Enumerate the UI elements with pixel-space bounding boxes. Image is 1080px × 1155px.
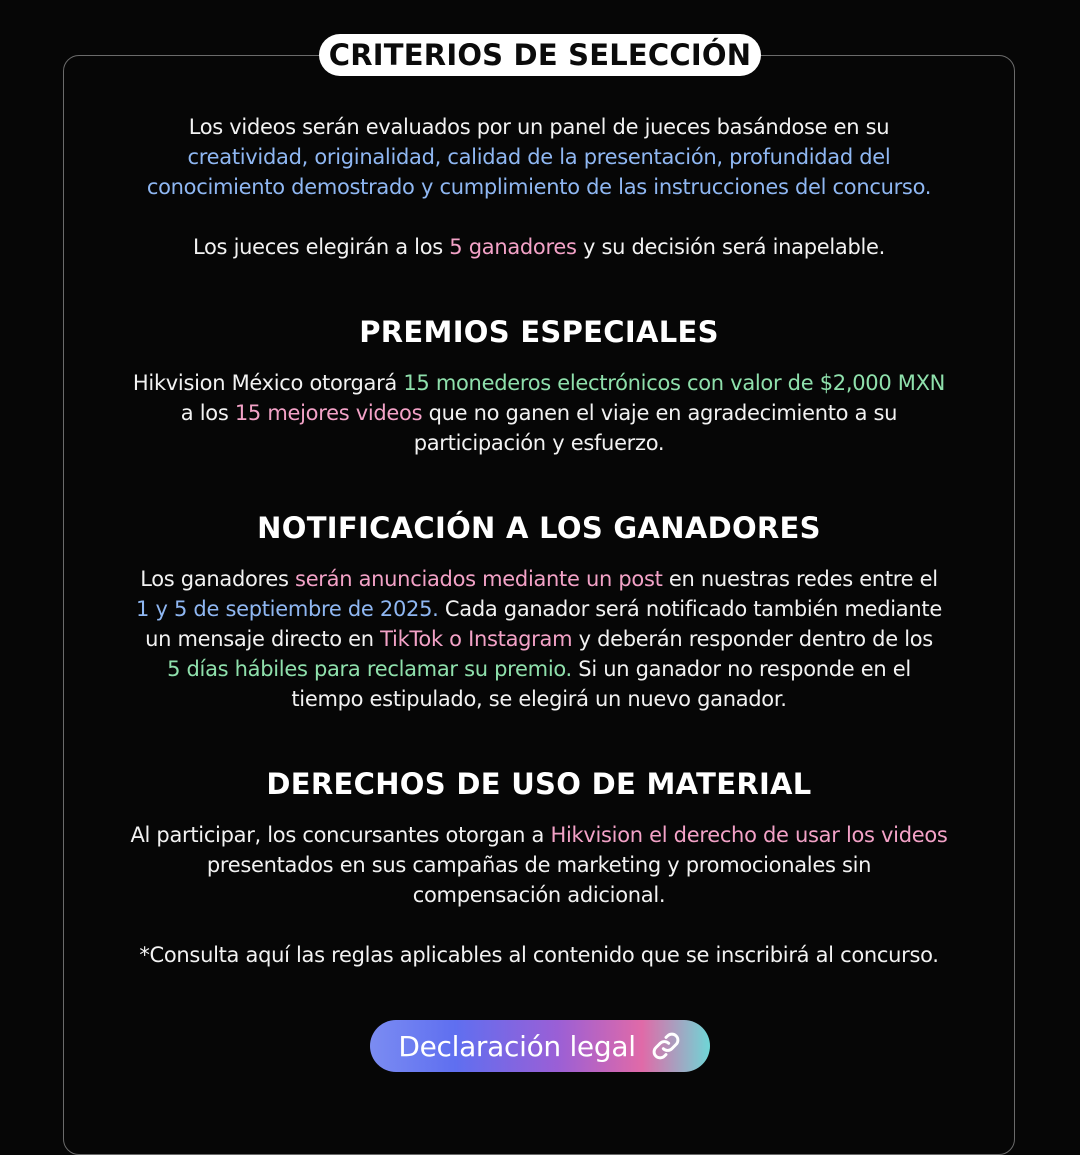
- derechos-heading: DERECHOS DE USO DE MATERIAL: [266, 767, 812, 801]
- premios-text: Hikvision México otorgará: [132, 371, 404, 395]
- link-icon: [650, 1030, 682, 1062]
- criterios-text: Los jueces elegirán a los: [192, 235, 450, 259]
- criterios-section: [63, 112, 1015, 262]
- premios-heading: PREMIOS ESPECIALES: [359, 315, 719, 349]
- notificacion-highlight: serán anunciados mediante un post: [295, 567, 663, 591]
- criterios-text: y su decisión será inapelable.: [576, 235, 886, 259]
- legal-declaration-button[interactable]: [370, 1020, 710, 1072]
- notificacion-paragraph: [63, 564, 1015, 714]
- derechos-highlight: Hikvision el derecho de usar los videos: [550, 823, 948, 847]
- notificacion-text: tiempo estipulado, se elegirá un nuevo ganador.: [291, 687, 787, 711]
- section-title: CRITERIOS DE SELECCIÓN: [328, 38, 752, 72]
- notificacion-highlight: TikTok o Instagram: [380, 627, 573, 651]
- legal-declaration-label: Declaración legal: [398, 1029, 636, 1063]
- criterios-paragraph-1: [63, 112, 1015, 202]
- notificacion-highlight: 5 días hábiles para reclamar su premio.: [167, 657, 572, 681]
- notificacion-text: Los ganadores: [140, 567, 296, 591]
- notificacion-date-highlight: 1 y 5 de septiembre de 2025.: [136, 597, 439, 621]
- premios-section: [63, 314, 1015, 458]
- premios-text: a los: [180, 401, 235, 425]
- premios-highlight: 15 mejores videos: [234, 401, 423, 425]
- criterios-highlight: conocimiento demostrado y cumplimiento de las instrucciones del concurso.: [146, 175, 932, 199]
- section-title-badge: [319, 34, 761, 76]
- premios-text: que no ganen el viaje en agradecimiento a su: [422, 401, 898, 425]
- derechos-section: [63, 766, 1015, 970]
- derechos-text: compensación adicional.: [412, 883, 666, 907]
- derechos-paragraph: [63, 820, 1015, 910]
- content-body: [63, 112, 1015, 970]
- notificacion-text: y deberán responder dentro de los: [572, 627, 933, 651]
- derechos-text: Al participar, los concursantes otorgan a: [130, 823, 551, 847]
- premios-text: participación y esfuerzo.: [413, 431, 665, 455]
- notificacion-section: [63, 510, 1015, 714]
- criterios-paragraph-2: [63, 232, 1015, 262]
- notificacion-heading: NOTIFICACIÓN A LOS GANADORES: [257, 511, 821, 545]
- rules-note-text: *Consulta aquí las reglas aplicables al contenido que se inscribirá al concurso.: [139, 943, 939, 967]
- criterios-highlight: creatividad, originalidad, calidad de la presentación, profundidad del: [187, 145, 891, 169]
- derechos-text: presentados en sus campañas de marketing y promocionales sin: [206, 853, 872, 877]
- notificacion-text: Cada ganador será notificado también mediante: [438, 597, 942, 621]
- notificacion-text: en nuestras redes entre el: [662, 567, 938, 591]
- winners-count-highlight: 5 ganadores: [449, 235, 577, 259]
- premios-paragraph: [63, 368, 1015, 458]
- notificacion-text: Si un ganador no responde en el: [571, 657, 911, 681]
- premios-highlight: 15 monederos electrónicos con valor de $2,000 MXN: [403, 371, 946, 395]
- rules-note: [63, 940, 1015, 970]
- notificacion-text: un mensaje directo en: [145, 627, 381, 651]
- criterios-text: Los videos serán evaluados por un panel de jueces basándose en su: [188, 115, 890, 139]
